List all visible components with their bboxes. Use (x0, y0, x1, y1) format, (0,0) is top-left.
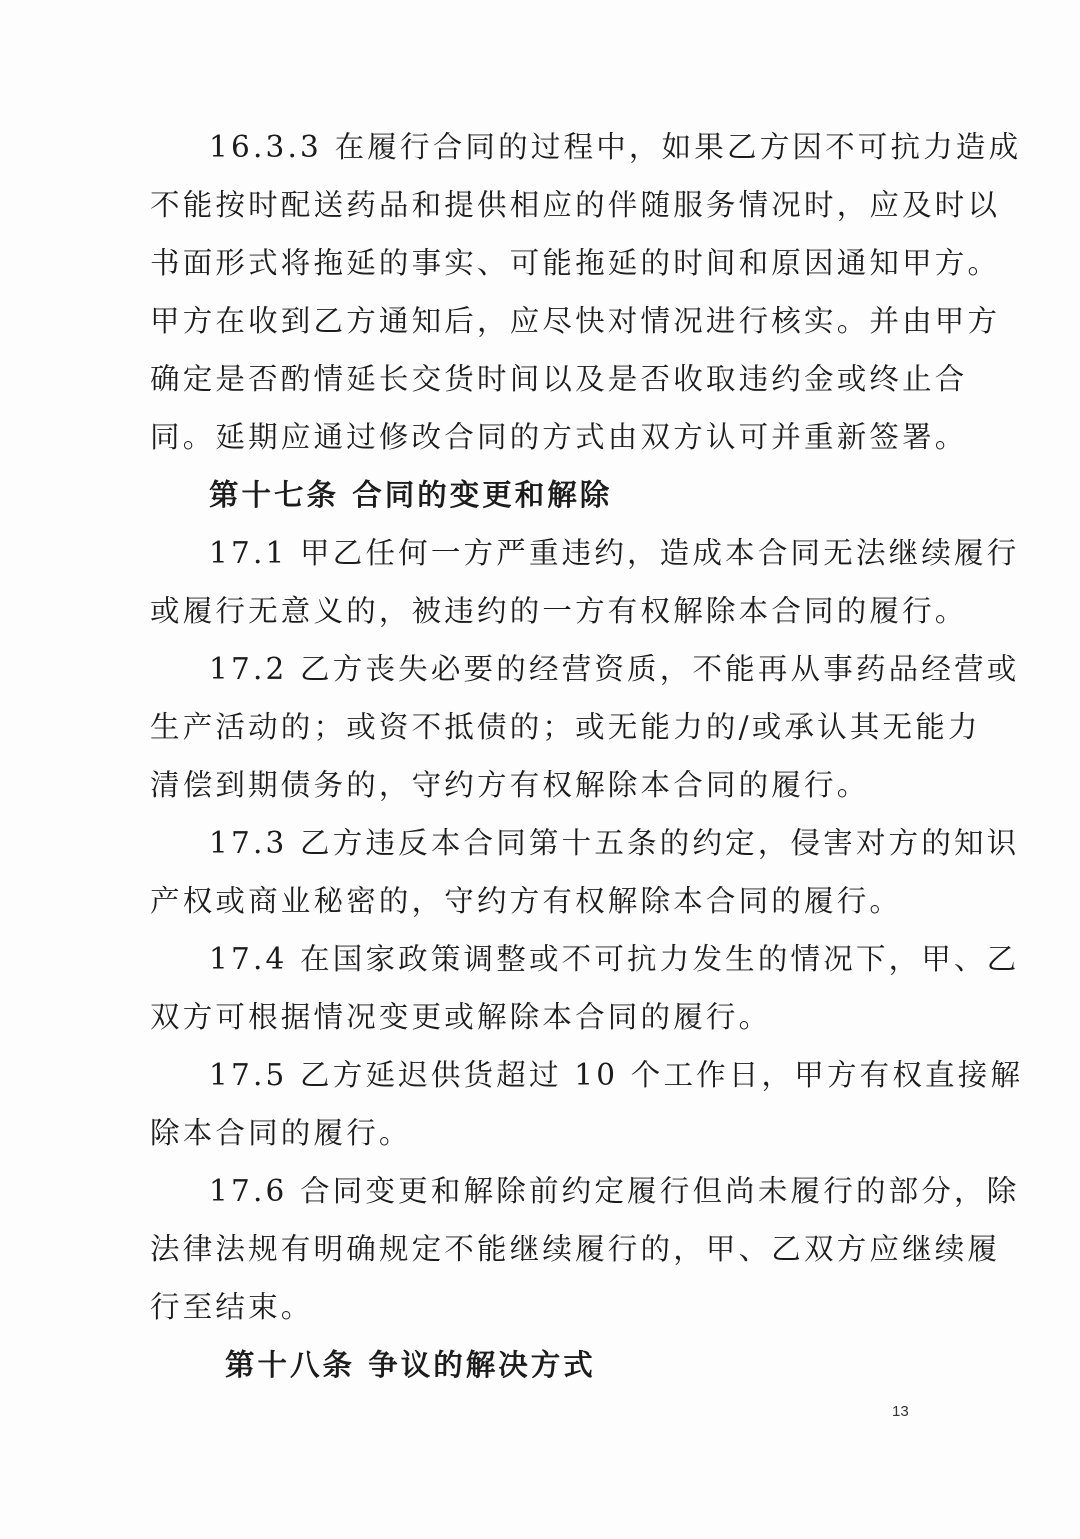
text-line: 法律法规有明确规定不能继续履行的，甲、乙双方应继续履 (150, 1232, 1001, 1266)
text-line: 17.4 在国家政策调整或不可抗力发生的情况下，甲、乙 (209, 942, 1020, 976)
article-17-heading: 第十七条 合同的变更和解除 (209, 477, 613, 512)
text-line: 除本合同的履行。 (150, 1116, 412, 1150)
clause-17-6 (150, 1162, 1020, 1336)
article-18-heading: 第十八条 争议的解决方式 (225, 1347, 596, 1382)
text-line: 17.1 甲乙任何一方严重违约，造成本合同无法继续履行 (209, 536, 1020, 570)
clause-17-1 (150, 524, 1020, 640)
text-line: 双方可根据情况变更或解除本合同的履行。 (150, 1000, 772, 1034)
text-line: 行至结束。 (150, 1290, 314, 1324)
text-line: 确定是否酌情延长交货时间以及是否收取违约金或终止合 (150, 362, 968, 396)
text-line: 17.2 乙方丧失必要的经营资质，不能再从事药品经营或 (209, 652, 1020, 686)
text-line: 不能按时配送药品和提供相应的伴随服务情况时，应及时以 (150, 188, 1001, 222)
clause-17-4 (150, 930, 1020, 1046)
document-body (150, 118, 1024, 1394)
text-line: 清偿到期债务的，守约方有权解除本合同的履行。 (150, 768, 870, 802)
text-line: 生产活动的；或资不抵债的；或无能力的/或承认其无能力 (150, 710, 981, 744)
page-number: 13 (892, 1403, 909, 1420)
text-line: 书面形式将拖延的事实、可能拖延的时间和原因通知甲方。 (150, 246, 1001, 280)
text-line: 甲方在收到乙方通知后，应尽快对情况进行核实。并由甲方 (150, 304, 1001, 338)
clause-17-2 (150, 640, 1020, 814)
text-line: 或履行无意义的，被违约的一方有权解除本合同的履行。 (150, 594, 968, 628)
clause-16-3-3 (150, 118, 1022, 466)
clause-17-3 (150, 814, 1020, 930)
text-line: 产权或商业秘密的，守约方有权解除本合同的履行。 (150, 884, 903, 918)
text-line: 17.3 乙方违反本合同第十五条的约定，侵害对方的知识 (209, 826, 1020, 860)
text-line: 16.3.3 在履行合同的过程中，如果乙方因不可抗力造成 (209, 130, 1022, 164)
clause-17-5 (150, 1046, 1024, 1162)
text-line: 17.6 合同变更和解除前约定履行但尚未履行的部分，除 (209, 1174, 1020, 1208)
text-line: 17.5 乙方延迟供货超过 10 个工作日，甲方有权直接解 (209, 1058, 1024, 1092)
text-line: 同。延期应通过修改合同的方式由双方认可并重新签署。 (150, 420, 968, 454)
